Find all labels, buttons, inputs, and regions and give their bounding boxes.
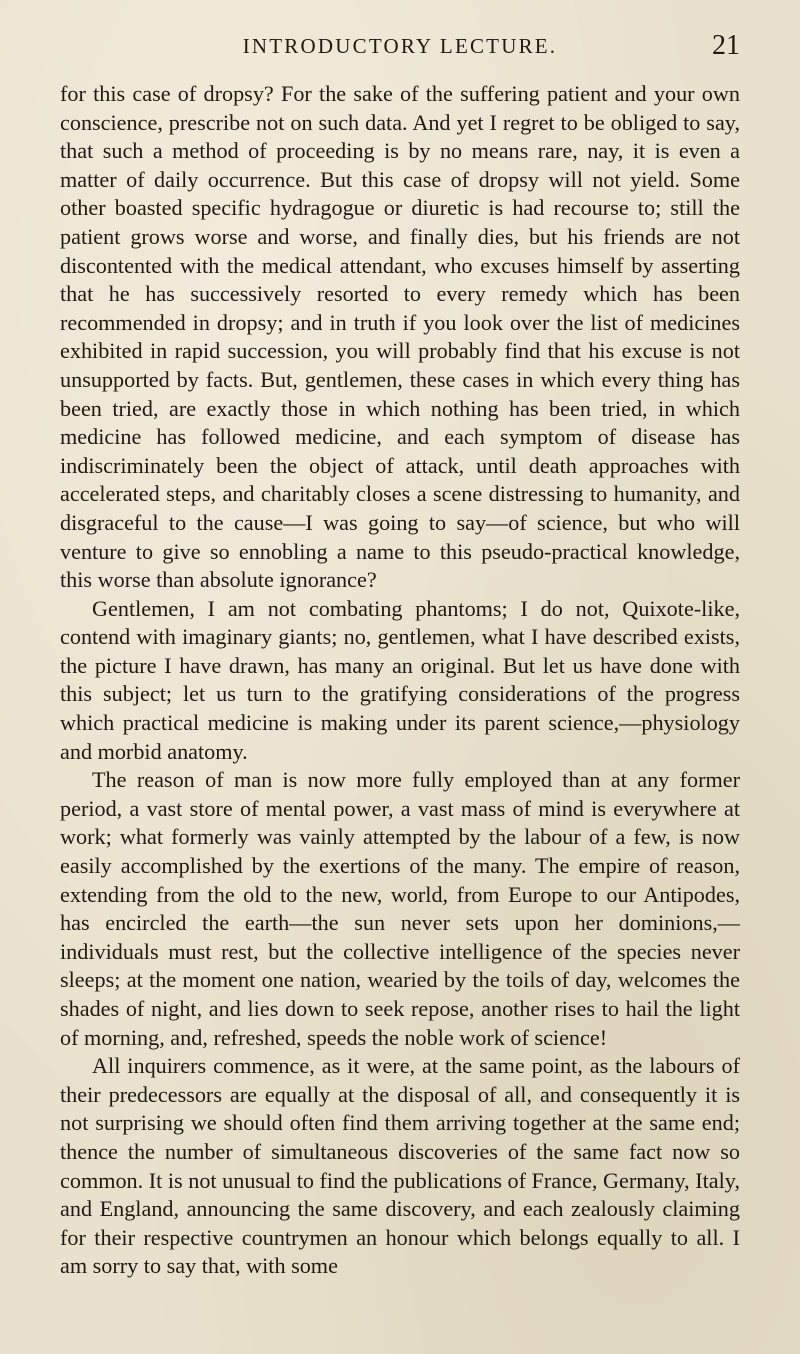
paragraph-4: All inquirers commence, as it were, at the same point, as the labours of their predecessors are equally at the disposal of all, and consequently it is not surprising we should often find them arriving together at the same end; thence the number of simultaneous discoveries of the same fact now so common. It is not unusual to find the publications of France, Germany, Italy, and England, announcing the same discovery, and each zealously claiming for their respective countrymen an honour which belongs equally to all. I am sorry to say that, with some (60, 1053, 740, 1279)
body-text (60, 80, 740, 1281)
paragraph-2: Gentlemen, I am not combating phantoms; I do not, Quixote-like, contend with imaginary giants; no, gentlemen, what I have described exists, the picture I have drawn, has many an original. But let us have done with this subject; let us turn to the gratifying considerations of the progress which practical medicine is making under its parent science,—physiology and morbid anatomy. (60, 595, 740, 764)
page-number: 21 (712, 30, 740, 61)
running-title: INTRODUCTORY LECTURE. (242, 34, 558, 58)
paragraph-3: The reason of man is now more fully employed than at any former period, a vast store of mental power, a vast mass of mind is everywhere at work; what formerly was vainly attempted by the labour of a few, is now easily accomplished by the exertions of the many. The empire of reason, extending from the old to the new, world, from Europe to our Antipodes, has encircled the earth—the sun never sets upon her dominions,—individuals must rest, but the collective intelligence of the species never sleeps; at the moment one nation, wearied by the toils of day, welcomes the shades of night, and lies down to seek repose, another rises to hail the light of morning, and, refreshed, speeds the noble work of science! (60, 767, 740, 1050)
paragraph-1: for this case of dropsy? For the sake of the suffering patient and your own conscience, prescribe not on such data. And yet I regret to be obliged to say, that such a method of proceeding is by no means rare, nay, it is even a matter of daily occurrence. But this case of dropsy will not yield. Some other boasted specific hydragogue or diuretic is had recourse to; still the patient grows worse and worse, and finally dies, but his friends are not discontented with the medical attendant, who excuses himself by asserting that he has successively resorted to every remedy which has been recommended in dropsy; and in truth if you look over the list of medicines exhibited in rapid succession, you will probably find that his excuse is not unsupported by facts. But, gentlemen, these cases in which every thing has been tried, are exactly those in which nothing has been tried, in which medicine has followed medicine, and each symptom of disease has indiscriminately been the object of attack, until death approaches with accelerated steps, and charitably closes a scene distressing to humanity, and disgraceful to the cause—I was going to say—of science, but who will venture to give so ennobling a name to this pseudo-practical knowledge, this worse than absolute ignorance? (60, 81, 740, 593)
page-header (60, 30, 740, 68)
